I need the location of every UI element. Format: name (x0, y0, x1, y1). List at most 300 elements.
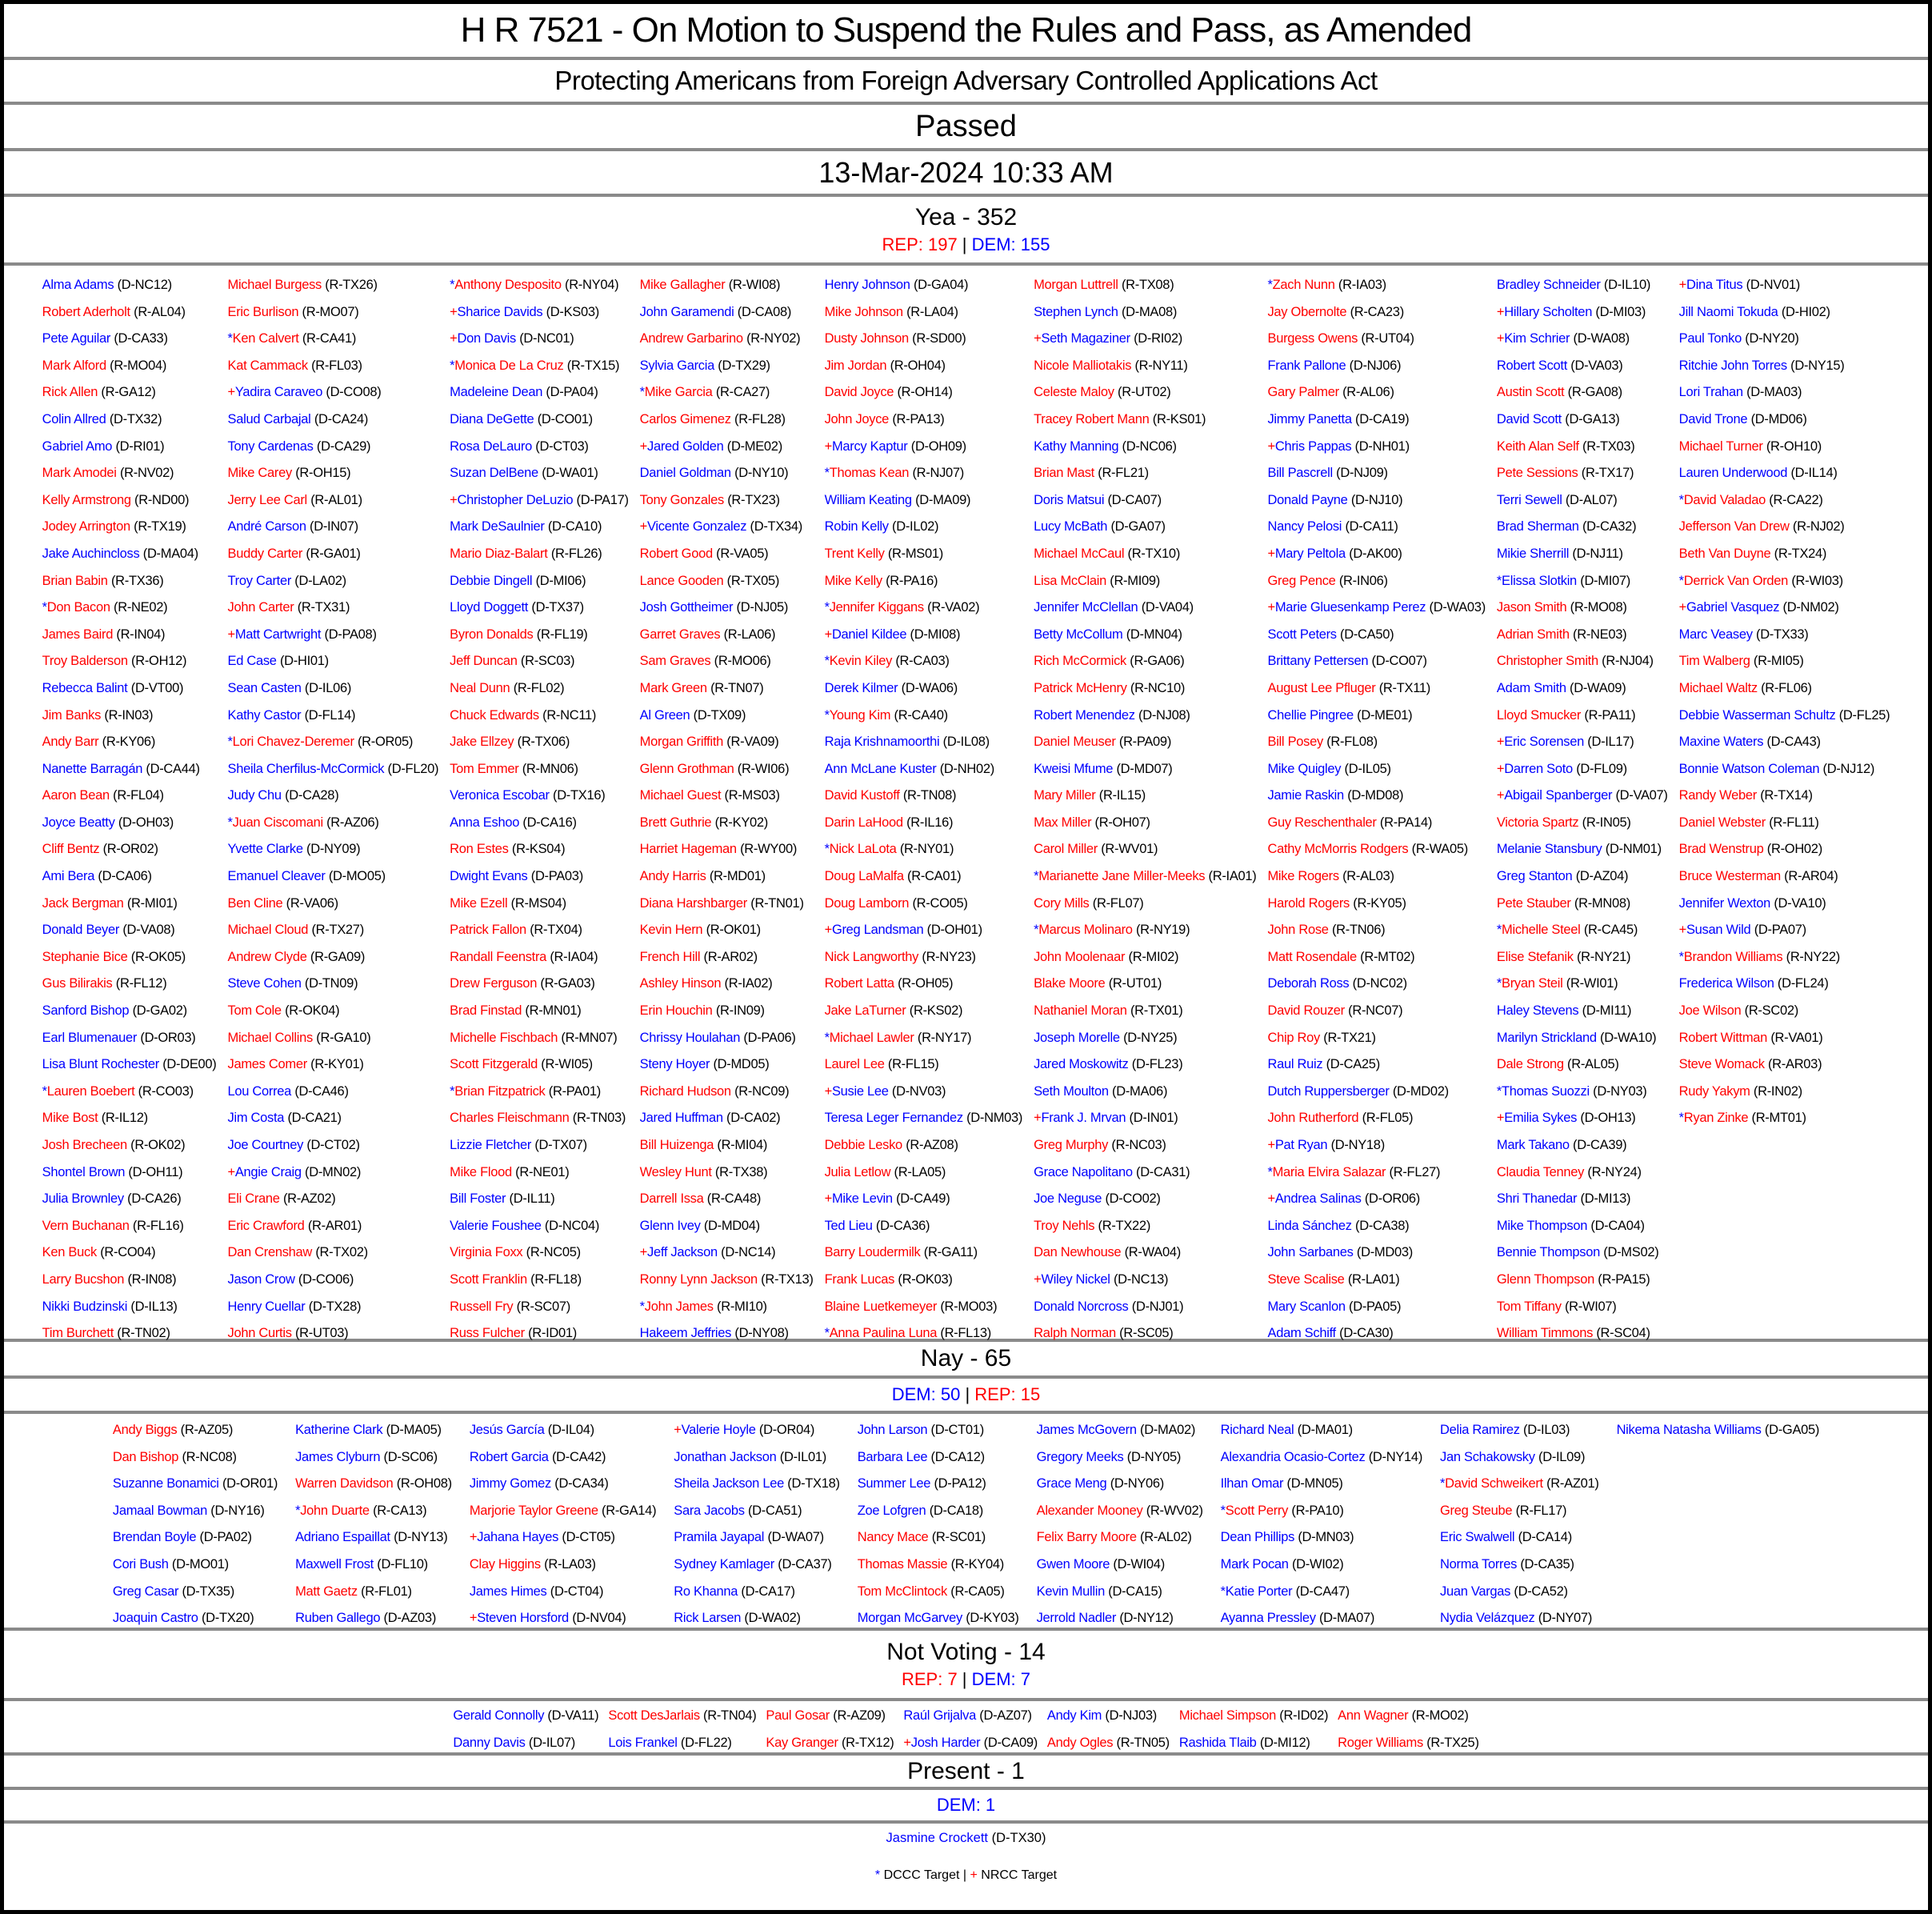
member-name-link[interactable]: Donald Norcross (1034, 1299, 1129, 1314)
member-name-link[interactable]: Michelle Steel (1502, 923, 1581, 938)
member-name-link[interactable]: Michael Cloud (227, 923, 309, 938)
member-name-link[interactable]: Ayanna Pressley (1220, 1611, 1316, 1626)
member-name-link[interactable]: Jefferson Van Drew (1678, 519, 1790, 535)
member-name-link[interactable]: Paul Tonko (1678, 331, 1742, 346)
member-name-link[interactable]: Judy Chu (227, 788, 282, 803)
member-name-link[interactable]: Jerry Lee Carl (227, 492, 307, 507)
member-name-link[interactable]: Greg Steube (1440, 1503, 1513, 1518)
member-name-link[interactable]: Lou Correa (227, 1083, 292, 1099)
member-name-link[interactable]: Jeff Duncan (450, 654, 518, 669)
member-name-link[interactable]: Joe Neguse (1034, 1191, 1102, 1207)
member-name-link[interactable]: Linda Sánchez (1267, 1218, 1352, 1233)
member-name-link[interactable]: Pete Aguilar (42, 331, 111, 346)
member-name-link[interactable]: Mike Ezell (450, 895, 508, 911)
member-name-link[interactable]: David Joyce (824, 385, 894, 400)
member-name-link[interactable]: Michael Guest (639, 788, 722, 803)
member-name-link[interactable]: Rosa DeLauro (450, 438, 532, 454)
member-name-link[interactable]: John Moolenaar (1034, 949, 1126, 964)
member-name-link[interactable]: Andy Ogles (1046, 1735, 1114, 1750)
member-name-link[interactable]: Eric Sorensen (1504, 735, 1584, 750)
member-name-link[interactable]: Jared Moskowitz (1034, 1057, 1129, 1072)
member-name-link[interactable]: Michelle Fischbach (450, 1030, 558, 1045)
member-name-link[interactable]: John Larson (857, 1423, 928, 1437)
member-name-link[interactable]: Dan Crenshaw (227, 1245, 313, 1260)
member-name-link[interactable]: Greg Stanton (1496, 869, 1573, 884)
member-name-link[interactable]: Mike Thompson (1496, 1218, 1588, 1233)
member-name-link[interactable]: Lori Chavez-Deremer (232, 735, 354, 750)
member-name-link[interactable]: John Sarbanes (1267, 1245, 1354, 1260)
member-name-link[interactable]: Robert Menendez (1034, 707, 1135, 723)
member-name-link[interactable]: Tim Walberg (1678, 654, 1750, 669)
member-name-link[interactable]: Morgan McGarvey (857, 1611, 962, 1626)
member-name-link[interactable]: Michael Turner (1678, 438, 1763, 454)
member-name-link[interactable]: Kim Schrier (1504, 331, 1570, 346)
member-name-link[interactable]: Brian Babin (42, 573, 108, 588)
member-name-link[interactable]: James Clyburn (295, 1449, 381, 1464)
member-name-link[interactable]: Ben Cline (227, 895, 283, 911)
member-name-link[interactable]: Robert Garcia (469, 1449, 549, 1464)
member-name-link[interactable]: Darin LaHood (824, 815, 903, 830)
member-name-link[interactable]: Grace Napolitano (1034, 1164, 1133, 1179)
member-name-link[interactable]: Madeleine Dean (450, 385, 543, 400)
member-name-link[interactable]: Kathy Castor (227, 707, 302, 723)
member-name-link[interactable]: Diana Harshbarger (639, 895, 747, 911)
member-name-link[interactable]: Glenn Ivey (639, 1218, 701, 1233)
member-name-link[interactable]: Glenn Grothman (639, 761, 734, 776)
member-name-link[interactable]: Greg Pence (1267, 573, 1336, 588)
member-name-link[interactable]: Teresa Leger Fernandez (824, 1111, 963, 1126)
member-name-link[interactable]: Kevin Kiley (829, 654, 893, 669)
member-name-link[interactable]: Lizzie Fletcher (450, 1138, 532, 1152)
member-name-link[interactable]: Bill Huizenga (639, 1138, 714, 1152)
member-name-link[interactable]: Ashley Hinson (639, 976, 722, 991)
member-name-link[interactable]: Katherine Clark (295, 1423, 383, 1437)
member-name-link[interactable]: Monica De La Cruz (454, 358, 564, 373)
member-name-link[interactable]: Debbie Dingell (450, 573, 533, 588)
member-name-link[interactable]: Brian Fitzpatrick (454, 1083, 546, 1099)
member-name-link[interactable]: Steny Hoyer (639, 1057, 710, 1072)
member-name-link[interactable]: Troy Nehls (1034, 1218, 1095, 1233)
member-name-link[interactable]: Jason Smith (1496, 600, 1567, 615)
member-name-link[interactable]: Katie Porter (1225, 1584, 1293, 1599)
member-name-link[interactable]: Nicole Malliotakis (1034, 358, 1132, 373)
member-name-link[interactable]: Joe Wilson (1678, 1003, 1742, 1019)
member-name-link[interactable]: Max Miller (1034, 815, 1092, 830)
member-name-link[interactable]: Tom McClintock (857, 1584, 947, 1599)
member-name-link[interactable]: Jennifer Wexton (1678, 895, 1771, 911)
member-name-link[interactable]: Vern Buchanan (42, 1218, 130, 1233)
member-name-link[interactable]: Dean Phillips (1220, 1530, 1295, 1545)
member-name-link[interactable]: Emilia Sykes (1504, 1111, 1578, 1126)
member-name-link[interactable]: Randy Weber (1678, 788, 1757, 803)
member-name-link[interactable]: Seth Moulton (1034, 1083, 1109, 1099)
member-name-link[interactable]: Michael Waltz (1678, 680, 1758, 695)
member-name-link[interactable]: Kevin Hern (639, 923, 703, 938)
member-name-link[interactable]: Erin Houchin (639, 1003, 713, 1019)
member-name-link[interactable]: Troy Carter (227, 573, 292, 588)
member-name-link[interactable]: Brittany Pettersen (1267, 654, 1369, 669)
member-name-link[interactable]: Bradley Schneider (1496, 278, 1601, 292)
member-name-link[interactable]: Nancy Mace (857, 1530, 929, 1545)
member-name-link[interactable]: Brad Sherman (1496, 519, 1579, 535)
member-name-link[interactable]: William Timmons (1496, 1326, 1594, 1341)
member-name-link[interactable]: Jennifer McClellan (1034, 600, 1138, 615)
member-name-link[interactable]: Mark DeSaulnier (450, 519, 545, 535)
member-name-link[interactable]: Abigail Spanberger (1504, 788, 1613, 803)
member-name-link[interactable]: Bruce Westerman (1678, 869, 1781, 884)
member-name-link[interactable]: Tom Cole (227, 1003, 282, 1019)
member-name-link[interactable]: Tom Tiffany (1496, 1299, 1562, 1314)
member-name-link[interactable]: Frederica Wilson (1678, 976, 1774, 991)
member-name-link[interactable]: Brett Guthrie (639, 815, 712, 830)
member-name-link[interactable]: Kevin Mullin (1036, 1584, 1105, 1599)
member-name-link[interactable]: Scott Perry (1225, 1503, 1289, 1518)
member-name-link[interactable]: Steven Horsford (477, 1611, 569, 1626)
member-name-link[interactable]: Tim Burchett (42, 1326, 114, 1341)
member-name-link[interactable]: Veronica Escobar (450, 788, 550, 803)
member-name-link[interactable]: Morgan Luttrell (1034, 278, 1118, 292)
member-name-link[interactable]: Lauren Underwood (1678, 466, 1788, 481)
member-name-link[interactable]: Ryan Zinke (1683, 1111, 1749, 1126)
member-name-link[interactable]: Don Bacon (46, 600, 110, 615)
member-name-link[interactable]: Mikie Sherrill (1496, 546, 1570, 561)
member-name-link[interactable]: Stephen Lynch (1034, 304, 1118, 319)
member-name-link[interactable]: Felix Barry Moore (1036, 1530, 1137, 1545)
member-name-link[interactable]: Ken Buck (42, 1245, 97, 1260)
member-name-link[interactable]: Tony Gonzales (639, 492, 724, 507)
member-name-link[interactable]: Doris Matsui (1034, 492, 1105, 507)
member-name-link[interactable]: Grace Meng (1036, 1476, 1107, 1492)
member-name-link[interactable]: Jim Costa (227, 1111, 285, 1126)
member-name-link[interactable]: Marcy Kaptur (831, 438, 908, 454)
member-name-link[interactable]: Gabriel Vasquez (1686, 600, 1780, 615)
member-name-link[interactable]: Gary Palmer (1267, 385, 1339, 400)
member-name-link[interactable]: Bill Pascrell (1267, 466, 1333, 481)
member-name-link[interactable]: Lisa McClain (1034, 573, 1106, 588)
member-name-link[interactable]: Yadira Caraveo (234, 385, 323, 400)
member-name-link[interactable]: Celeste Maloy (1034, 385, 1114, 400)
member-name-link[interactable]: Jason Crow (227, 1271, 295, 1287)
member-name-link[interactable]: Darrell Issa (639, 1191, 704, 1207)
member-name-link[interactable]: Pramila Jayapal (674, 1530, 765, 1545)
member-name-link[interactable]: Keith Alan Self (1496, 438, 1579, 454)
member-name-link[interactable]: Frank J. Mrvan (1041, 1111, 1126, 1126)
member-name-link[interactable]: Juan Ciscomani (232, 815, 323, 830)
member-name-link[interactable]: Victoria Spartz (1496, 815, 1579, 830)
member-name-link[interactable]: Shontel Brown (42, 1164, 126, 1179)
member-name-link[interactable]: Brad Wenstrup (1678, 842, 1764, 857)
member-name-link[interactable]: Mike Garcia (644, 385, 713, 400)
member-name-link[interactable]: Derrick Van Orden (1683, 573, 1789, 588)
member-name-link[interactable]: Gwen Moore (1036, 1556, 1110, 1572)
member-name-link[interactable]: Norma Torres (1440, 1556, 1518, 1572)
member-name-link[interactable]: Adam Schiff (1267, 1326, 1336, 1341)
member-name-link[interactable]: Melanie Stansbury (1496, 842, 1602, 857)
member-name-link[interactable]: David Schweikert (1445, 1476, 1543, 1492)
member-name-link[interactable]: Rudy Yakym (1678, 1083, 1750, 1099)
member-name-link[interactable]: Lisa Blunt Rochester (42, 1057, 159, 1072)
member-name-link[interactable]: Bennie Thompson (1496, 1245, 1601, 1260)
member-name-link[interactable]: Christopher DeLuzio (457, 492, 574, 507)
member-name-link[interactable]: Jill Naomi Tokuda (1678, 304, 1778, 319)
member-name-link[interactable]: Susie Lee (831, 1083, 889, 1099)
member-name-link[interactable]: John Garamendi (639, 304, 734, 319)
member-name-link[interactable]: Warren Davidson (295, 1476, 394, 1492)
member-name-link[interactable]: Jared Huffman (639, 1111, 723, 1126)
member-name-link[interactable]: Harold Rogers (1267, 895, 1350, 911)
member-name-link[interactable]: Jake Auchincloss (42, 546, 140, 561)
member-name-link[interactable]: Mark Amodei (42, 466, 117, 481)
member-name-link[interactable]: Daniel Kildee (831, 627, 907, 642)
member-name-link[interactable]: Brendan Boyle (112, 1530, 197, 1545)
member-name-link[interactable]: Joyce Beatty (42, 815, 115, 830)
member-name-link[interactable]: Shri Thanedar (1496, 1191, 1578, 1207)
member-name-link[interactable]: Bill Posey (1267, 735, 1323, 750)
member-name-link[interactable]: Nanette Barragán (42, 761, 143, 776)
member-name-link[interactable]: Mary Scanlon (1267, 1299, 1346, 1314)
member-name-link[interactable]: Guy Reschenthaler (1267, 815, 1377, 830)
member-name-link[interactable]: Dan Newhouse (1034, 1245, 1122, 1260)
member-name-link[interactable]: Lance Gooden (639, 573, 724, 588)
member-name-link[interactable]: Larry Bucshon (42, 1271, 125, 1287)
member-name-link[interactable]: Robert Good (639, 546, 713, 561)
member-name-link[interactable]: Earl Blumenauer (42, 1030, 138, 1045)
member-name-link[interactable]: Andy Kim (1046, 1708, 1102, 1723)
member-name-link[interactable]: Austin Scott (1496, 385, 1565, 400)
member-name-link[interactable]: Rick Allen (42, 385, 98, 400)
member-name-link[interactable]: Jeff Jackson (647, 1245, 718, 1260)
member-name-link[interactable]: Danny Davis (453, 1735, 526, 1750)
member-name-link[interactable]: Lloyd Doggett (450, 600, 529, 615)
member-name-link[interactable]: Rich McCormick (1034, 654, 1126, 669)
member-name-link[interactable]: Michael McCaul (1034, 546, 1125, 561)
member-name-link[interactable]: Ruben Gallego (295, 1611, 381, 1626)
member-name-link[interactable]: Burgess Owens (1267, 331, 1358, 346)
member-name-link[interactable]: Julia Brownley (42, 1191, 124, 1207)
member-name-link[interactable]: Zach Nunn (1272, 278, 1335, 292)
member-name-link[interactable]: Michael Lawler (829, 1030, 914, 1045)
member-name-link[interactable]: David Valadao (1683, 492, 1766, 507)
member-name-link[interactable]: Marcus Molinaro (1038, 923, 1133, 938)
member-name-link[interactable]: Betty McCollum (1034, 627, 1123, 642)
member-name-link[interactable]: Chris Pappas (1274, 438, 1352, 454)
member-name-link[interactable]: Juan Vargas (1440, 1584, 1511, 1599)
member-name-link[interactable]: Gregory Meeks (1036, 1449, 1124, 1464)
member-name-link[interactable]: Jim Banks (42, 707, 102, 723)
member-name-link[interactable]: Alexandria Ocasio-Cortez (1220, 1449, 1366, 1464)
member-name-link[interactable]: Jimmy Gomez (469, 1476, 551, 1492)
member-name-link[interactable]: Joseph Morelle (1034, 1030, 1120, 1045)
member-name-link[interactable]: David Rouzer (1267, 1003, 1345, 1019)
member-name-link[interactable]: Jamaal Bowman (112, 1503, 207, 1518)
member-name-link[interactable]: Randall Feenstra (450, 949, 547, 964)
member-name-link[interactable]: Jesús García (469, 1423, 545, 1437)
member-name-link[interactable]: Steve Womack (1678, 1057, 1765, 1072)
member-name-link[interactable]: Daniel Goldman (639, 466, 731, 481)
member-name-link[interactable]: Adam Smith (1496, 680, 1566, 695)
member-name-link[interactable]: Joe Courtney (227, 1138, 304, 1152)
member-name-link[interactable]: Cory Mills (1034, 895, 1090, 911)
member-name-link[interactable]: Derek Kilmer (824, 680, 898, 695)
member-name-link[interactable]: Gerald Connolly (453, 1708, 545, 1723)
member-name-link[interactable]: Terri Sewell (1496, 492, 1562, 507)
member-name-link[interactable]: Dwight Evans (450, 869, 528, 884)
member-name-link[interactable]: Bill Foster (450, 1191, 506, 1207)
member-name-link[interactable]: Suzan DelBene (450, 466, 538, 481)
member-name-link[interactable]: Elise Stefanik (1496, 949, 1574, 964)
member-name-link[interactable]: Zoe Lofgren (857, 1503, 926, 1518)
member-name-link[interactable]: Laurel Lee (824, 1057, 885, 1072)
member-name-link[interactable]: Wiley Nickel (1041, 1271, 1110, 1287)
member-name-link[interactable]: David Trone (1678, 411, 1748, 426)
member-name-link[interactable]: Robert Aderholt (42, 304, 130, 319)
member-name-link[interactable]: Jay Obernolte (1267, 304, 1347, 319)
member-name-link[interactable]: Mike Kelly (824, 573, 882, 588)
member-name-link[interactable]: Eli Crane (227, 1191, 280, 1207)
member-name-link[interactable]: Mike Rogers (1267, 869, 1339, 884)
member-name-link[interactable]: Matt Rosendale (1267, 949, 1357, 964)
member-name-link[interactable]: Jan Schakowsky (1440, 1449, 1535, 1464)
member-name-link[interactable]: Alma Adams (42, 278, 114, 292)
member-name-link[interactable]: Henry Johnson (824, 278, 910, 292)
member-name-link[interactable]: Debbie Lesko (824, 1138, 902, 1152)
member-name-link[interactable]: Greg Murphy (1034, 1138, 1109, 1152)
member-name-link[interactable]: John Carter (227, 600, 294, 615)
member-name-link[interactable]: Mike Johnson (824, 304, 903, 319)
member-name-link[interactable]: Paul Gosar (766, 1708, 830, 1723)
member-name-link[interactable]: Cathy McMorris Rodgers (1267, 842, 1409, 857)
member-name-link[interactable]: Cori Bush (112, 1556, 169, 1572)
member-name-link[interactable]: Dusty Johnson (824, 331, 909, 346)
member-name-link[interactable]: Sam Graves (639, 654, 711, 669)
member-name-link[interactable]: Jim Jordan (824, 358, 887, 373)
member-name-link[interactable]: Yvette Clarke (227, 842, 303, 857)
member-name-link[interactable]: Henry Cuellar (227, 1299, 306, 1314)
member-name-link[interactable]: Kay Granger (766, 1735, 838, 1750)
member-name-link[interactable]: Suzanne Bonamici (112, 1476, 219, 1492)
member-name-link[interactable]: Steve Scalise (1267, 1271, 1345, 1287)
member-name-link[interactable]: James McGovern (1036, 1423, 1137, 1437)
member-name-link[interactable]: Donald Payne (1267, 492, 1348, 507)
member-name-link[interactable]: John Rose (1267, 923, 1329, 938)
member-name-link[interactable]: Emanuel Cleaver (227, 869, 326, 884)
member-name-link[interactable]: Brian Mast (1034, 466, 1094, 481)
member-name-link[interactable]: Charles Fleischmann (450, 1111, 570, 1126)
member-name-link[interactable]: Nydia Velázquez (1440, 1611, 1535, 1626)
member-name-link[interactable]: Lloyd Smucker (1496, 707, 1582, 723)
member-name-link[interactable]: John Curtis (227, 1326, 292, 1341)
member-name-link[interactable]: Ed Case (227, 654, 277, 669)
member-name-link[interactable]: Lauren Boebert (46, 1083, 135, 1099)
member-name-link[interactable]: John James (644, 1299, 714, 1314)
member-name-link[interactable]: Mark Takano (1496, 1138, 1570, 1152)
member-name-link[interactable]: Hakeem Jeffries (639, 1326, 732, 1341)
member-name-link[interactable]: Ralph Norman (1034, 1326, 1116, 1341)
member-name-link[interactable]: Kathy Manning (1034, 438, 1119, 454)
member-name-link[interactable]: Deborah Ross (1267, 976, 1350, 991)
member-name-link[interactable]: Neal Dunn (450, 680, 510, 695)
member-name-link[interactable]: Doug Lamborn (824, 895, 910, 911)
member-name-link[interactable]: Mike Flood (450, 1164, 512, 1179)
member-name-link[interactable]: Carol Miller (1034, 842, 1098, 857)
member-name-link[interactable]: Patrick McHenry (1034, 680, 1127, 695)
member-name-link[interactable]: Ronny Lynn Jackson (639, 1271, 758, 1287)
member-name-link[interactable]: Chip Roy (1267, 1030, 1320, 1045)
member-name-link[interactable]: Salud Carbajal (227, 411, 311, 426)
member-name-link[interactable]: James Himes (469, 1584, 547, 1599)
member-name-link[interactable]: Sanford Bishop (42, 1003, 130, 1019)
member-name-link[interactable]: Ilhan Omar (1220, 1476, 1284, 1492)
member-name-link[interactable]: Roger Williams (1338, 1735, 1423, 1750)
member-name-link[interactable]: Nikema Natasha Williams (1616, 1423, 1762, 1437)
member-name-link[interactable]: Raja Krishnamoorthi (824, 735, 940, 750)
member-name-link[interactable]: Josh Harder (910, 1735, 981, 1750)
member-name-link[interactable]: Barbara Lee (857, 1449, 928, 1464)
member-name-link[interactable]: Virginia Foxx (450, 1245, 523, 1260)
member-name-link[interactable]: Jerrold Nadler (1036, 1611, 1117, 1626)
member-name-link[interactable]: Mario Diaz-Balart (450, 546, 548, 561)
member-name-link[interactable]: Jonathan Jackson (674, 1449, 777, 1464)
member-name-link[interactable]: August Lee Pfluger (1267, 680, 1376, 695)
member-name-link[interactable]: Diana DeGette (450, 411, 534, 426)
member-name-link[interactable]: Wesley Hunt (639, 1164, 712, 1179)
member-name-link[interactable]: Jake LaTurner (824, 1003, 906, 1019)
member-name-link[interactable]: Adriano Espaillat (295, 1530, 390, 1545)
member-name-link[interactable]: Chrissy Houlahan (639, 1030, 741, 1045)
member-name-link[interactable]: Thomas Kean (829, 466, 910, 481)
member-name-link[interactable]: Pete Sessions (1496, 466, 1578, 481)
member-name-link[interactable]: Tracey Robert Mann (1034, 411, 1150, 426)
member-name-link[interactable]: Maxwell Frost (295, 1556, 374, 1572)
member-name-link[interactable]: Blaine Luetkemeyer (824, 1299, 938, 1314)
member-name-link[interactable]: James Baird (42, 627, 114, 642)
member-name-link[interactable]: Marc Veasey (1678, 627, 1753, 642)
member-name-link[interactable]: Pete Stauber (1496, 895, 1571, 911)
member-name-link[interactable]: Cliff Bentz (42, 842, 100, 857)
member-name-link[interactable]: Hillary Scholten (1504, 304, 1593, 319)
member-name-link[interactable]: Dale Strong (1496, 1057, 1564, 1072)
member-name-link[interactable]: Delia Ramirez (1440, 1423, 1520, 1437)
member-name-link[interactable]: Valerie Hoyle (681, 1423, 756, 1437)
member-name-link[interactable]: Andy Barr (42, 735, 99, 750)
member-name-link[interactable]: Raúl Grijalva (903, 1708, 976, 1723)
member-name-link[interactable]: Anna Eshoo (450, 815, 520, 830)
member-name-link[interactable]: Maria Elvira Salazar (1272, 1164, 1386, 1179)
member-name-link[interactable]: Elissa Slotkin (1502, 573, 1577, 588)
member-name-link[interactable]: Brad Finstad (450, 1003, 522, 1019)
member-name-link[interactable]: Glenn Thompson (1496, 1271, 1594, 1287)
member-name-link[interactable]: Joaquin Castro (112, 1611, 198, 1626)
member-name-link[interactable]: Jimmy Panetta (1267, 411, 1352, 426)
member-name-link[interactable]: André Carson (227, 519, 306, 535)
member-name-link[interactable]: Sharice Davids (457, 304, 543, 319)
member-name-link[interactable]: Garret Graves (639, 627, 721, 642)
member-name-link[interactable]: Kelly Armstrong (42, 492, 131, 507)
member-name-link[interactable]: Scott Franklin (450, 1271, 527, 1287)
member-name-link[interactable]: James Comer (227, 1057, 307, 1072)
member-name-link[interactable]: Nick LaLota (829, 842, 897, 857)
member-name-link[interactable]: Bryan Steil (1502, 976, 1563, 991)
member-name-link[interactable]: Thomas Suozzi (1502, 1083, 1590, 1099)
member-name-link[interactable]: Brandon Williams (1683, 949, 1783, 964)
member-name-link[interactable]: Greg Landsman (831, 923, 924, 938)
member-name-link[interactable]: Raul Ruiz (1267, 1057, 1323, 1072)
member-name-link[interactable]: Andy Biggs (112, 1423, 178, 1437)
member-name-link[interactable]: Michael Simpson (1178, 1708, 1277, 1723)
member-name-link[interactable]: Buddy Carter (227, 546, 303, 561)
member-name-link[interactable]: Morgan Griffith (639, 735, 723, 750)
member-name-link[interactable]: Lori Trahan (1678, 385, 1743, 400)
